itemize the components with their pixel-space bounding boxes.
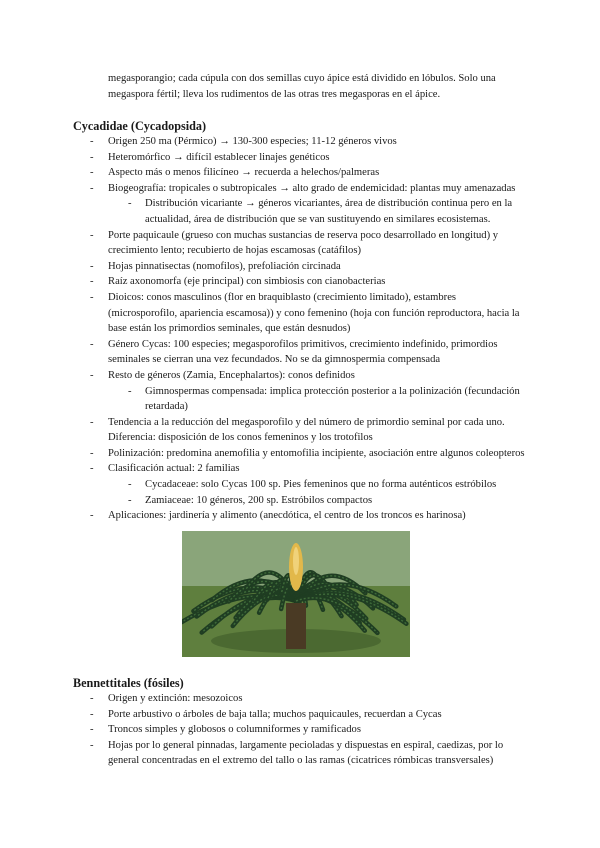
sub-list-item: - Cycadaceae: solo Cycas 100 sp. Pies femeninos que no forma auténticos estróbilos <box>108 477 526 493</box>
list-item <box>86 707 526 723</box>
continuation-paragraph: megasporangio; cada cúpula con dos semillas cuyo ápice está dividido en lóbulos. Solo una megaspora fértil; lleva los rudimentos de las otras tres megasporas en el ápice. <box>108 73 496 100</box>
section-title-cycadidae: Cycadidae (Cycadopsida) <box>73 119 207 133</box>
list-item-text: Raíz axonomorfa (eje principal) con simbiosis con cianobacterias <box>108 276 386 288</box>
list-item-text: Troncos simples y globosos o columniformes y ramificados <box>108 724 361 736</box>
cycas-plant-photo <box>182 531 410 657</box>
list-item <box>86 415 526 446</box>
list-item-text: Polinización: predomina anemofilia y entomofilia incipiente, asociación entre algunos coleopteros <box>108 447 525 459</box>
list-item-text: Origen 250 ma (Pérmico) → 130-300 especies; 11-12 géneros vivos <box>108 136 397 147</box>
list-item <box>86 722 526 738</box>
list-item-text: Resto de géneros (Zamia, Encephalartos): conos definidos <box>108 369 355 381</box>
sub-list <box>108 477 526 508</box>
list-item <box>86 150 526 166</box>
list-item <box>86 181 526 228</box>
list-item-text: Dioicos: conos masculinos (flor en braquiblasto (crecimiento limitado), estambres (microsporofilo, apariencia escamosa)) y cono femenino (hoja con función reproductora, hacia la base están los primordios seminales, que están desnudos) <box>108 291 520 335</box>
list-item <box>86 461 526 508</box>
list-item <box>86 259 526 275</box>
list-item <box>86 691 526 707</box>
list-item-text: Hojas pinnatisectas (nomofilos), prefoliación circinada <box>108 260 341 272</box>
sub-list <box>108 384 526 415</box>
cycadidae-bullet-list <box>86 134 526 524</box>
list-item <box>86 446 526 462</box>
bennettitales-bullet-list <box>86 691 526 769</box>
sub-list-item: - Distribución vicariante → géneros vicariantes, área de distribución continua pero en la actualidad, área de distribución que se van sustituyendo en similares ecosistemas. <box>108 196 526 227</box>
list-item <box>86 165 526 181</box>
list-item <box>86 134 526 150</box>
list-item-text: Tendencia a la reducción del megasporofilo y del número de primordio seminal por cada uno. Diferencia: disposición de los conos femeninos y los trotofilos <box>108 416 505 444</box>
list-item <box>86 508 526 524</box>
list-item <box>86 274 526 290</box>
cycas-plant-illustration <box>182 531 410 657</box>
cone-highlight <box>293 547 299 575</box>
list-item-text: Aplicaciones: jardinería y alimento (anecdótica, el centro de los troncos es harinosa) <box>108 510 466 522</box>
sub-list-item: - Gimnospermas compensada: implica protección posterior a la polinización (fecundación retardada) <box>108 384 526 415</box>
list-item-text: Aspecto más o menos filicíneo → recuerda a helechos/palmeras <box>108 167 380 179</box>
sub-list <box>108 196 526 227</box>
list-item-text: Origen y extinción: mesozoicos <box>108 693 243 704</box>
list-item-text: Porte paquicaule (grueso con muchas sustancias de reserva poco desarrollado en longitud) y crecimiento lento; recubierto de hojas escamosas (catáfilos) <box>108 229 499 257</box>
list-item-text: Biogeografía: tropicales o subtropicales → alto grado de endemicidad: plantas muy amenazadas <box>108 182 516 194</box>
list-item-text: Hojas por lo general pinnadas, largamente pecioladas y dispuestas en espiral, caedizas, por lo general concentradas en el extremo del tallo o las ramas (cicatrices rómbicas transversales) <box>108 739 504 767</box>
list-item-text: Clasificación actual: 2 familias <box>108 463 240 475</box>
list-item-text: Heteromórfico → difícil establecer linajes genéticos <box>108 151 330 163</box>
list-item <box>86 228 526 259</box>
sub-list-item: - Zamiaceae: 10 géneros, 200 sp. Estróbilos compactos <box>108 493 526 509</box>
section-title-bennettitales: Bennettitales (fósiles) <box>73 676 184 690</box>
list-item <box>86 368 526 415</box>
list-item <box>86 290 526 337</box>
list-item-text: Género Cycas: 100 especies; megasporofilos primitivos, crecimiento indefinido, primordios seminales se cierran una vez fecundados. No se da gimnospermia compensada <box>108 338 498 366</box>
list-item <box>86 738 526 769</box>
list-item <box>86 337 526 368</box>
list-item-text: Porte arbustivo o árboles de baja talla; muchos paquicaules, recuerdan a Cycas <box>108 708 442 720</box>
trunk <box>286 603 306 649</box>
